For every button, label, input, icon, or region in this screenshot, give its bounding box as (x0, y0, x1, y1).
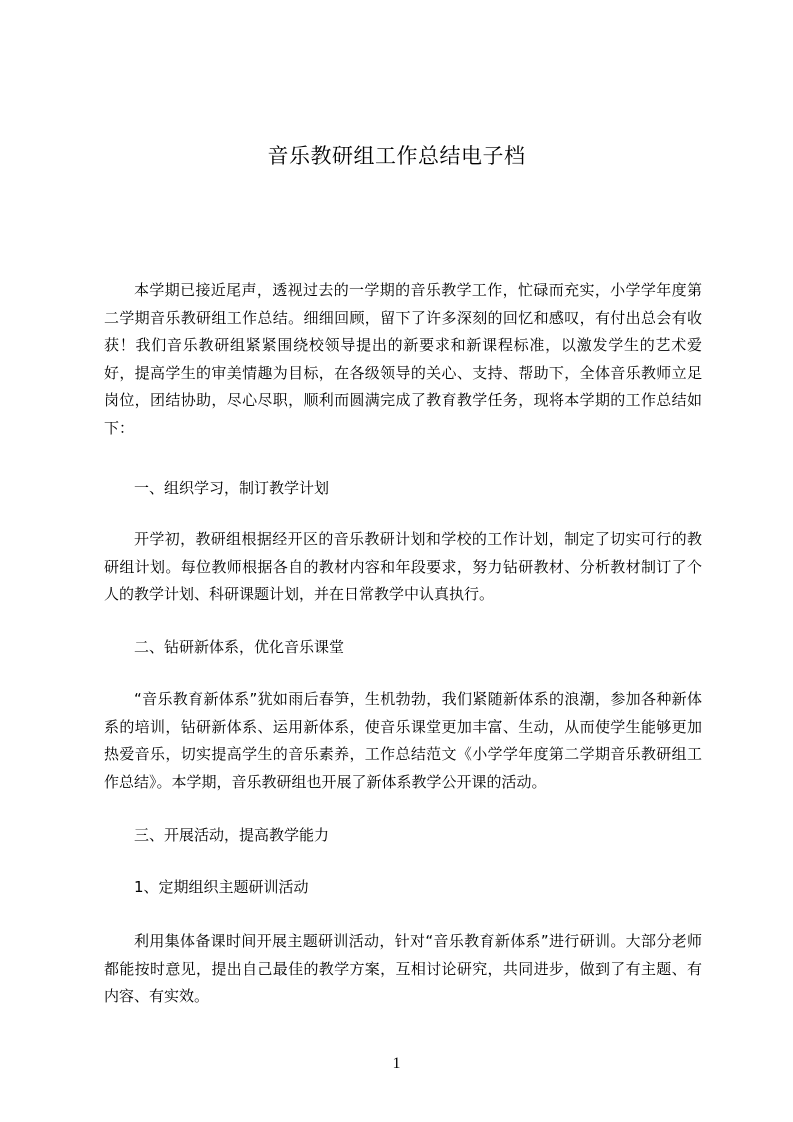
section-2-heading: 二、钻研新体系，优化音乐课堂 (134, 638, 345, 656)
section-1-paragraph: 开学初，教研组根据经开区的音乐教研计划和学校的工作计划，制定了切实可行的教研组计划。每位教师根据各自的教材内容和年段要求，努力钻研教材、分析教材制订了个人的教学计划、科研课题计划，并在日常教学中认真执行。 (104, 530, 702, 604)
section-3-heading: 三、开展活动，提高教学能力 (134, 826, 330, 844)
intro-paragraph: 本学期已接近尾声，透视过去的一学期的音乐教学工作，忙碌而充实，小学学年度第二学期音乐教研组工作总结。细细回顾，留下了许多深刻的回忆和感叹，有付出总会有收获！我们音乐教研组紧紧围绕校领导提出的新要求和新课程标准，以激发学生的艺术爱好，提高学生的审美情趣为目标，在各级领导的关心、支持、帮助下，全体音乐教师立足岗位，团结协助，尽心尽职，顺利而圆满完成了教育教学任务，现将本学期的工作总结如下： (104, 281, 702, 437)
section-2-paragraph: “音乐教育新体系”犹如雨后春笋，生机勃勃，我们紧随新体系的浪潮，参加各种新体系的培训，钻研新体系、运用新体系，使音乐课堂更加丰富、生动，从而使学生能够更加热爱音乐，切实提高学生的音乐素养，工作总结范文《小学学年度第二学期音乐教研组工作总结》。本学期，音乐教研组也开展了新体系教学公开课的活动。 (104, 690, 702, 791)
subsection-1-paragraph: 利用集体备课时间开展主题研训活动，针对“音乐教育新体系”进行研训。大部分老师都能按时意见，提出自己最佳的教学方案，互相讨论研究，共同进步，做到了有主题、有内容、有实效。 (104, 932, 702, 1006)
subsection-1-heading: 1、定期组织主题研训活动 (134, 878, 309, 896)
page-number: 1 (392, 1055, 401, 1072)
document-title: 音乐教研组工作总结电子档 (267, 144, 526, 168)
section-1-heading: 一、组织学习，制订教学计划 (134, 479, 330, 497)
